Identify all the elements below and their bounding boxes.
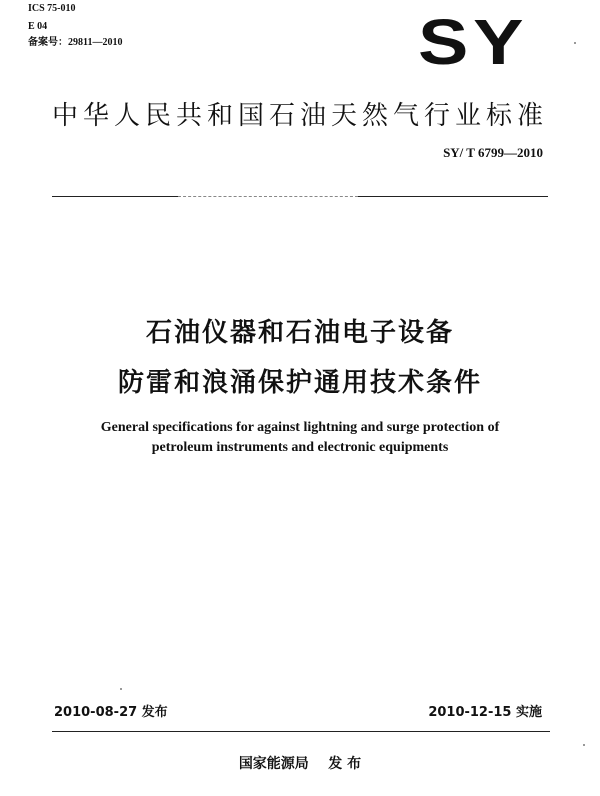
top-divider-right [358,196,548,197]
top-divider-left [52,196,178,197]
bottom-divider [52,731,550,732]
implementation-date: 2010-12-15 实施 [428,705,542,720]
scan-speck [120,688,122,690]
scan-speck [574,42,576,44]
chinese-title-line-1: 石油仪器和石油电子设备 [145,318,454,348]
ics-number: ICS 75-010 [28,3,76,14]
english-title-line-2: petroleum instruments and electronic equipments [151,440,449,455]
top-divider-middle [178,196,358,197]
standard-code: SY/ T 6799—2010 [443,145,543,160]
publisher: 国家能源局 发 布 [238,756,362,772]
release-date: 2010-08-27 发布 [54,705,168,720]
record-number: 备案号：29811—2010 [28,37,123,48]
classification-code: E 04 [28,21,48,32]
standard-category-title: 中华人民共和国石油天然气行业标准 [51,101,548,131]
scan-speck [583,744,585,746]
chinese-title-line-2: 防雷和浪涌保护通用技术条件 [117,368,482,398]
english-title-line-1: General specifications for against lightning and surge protection of [100,420,500,435]
sy-logo: SY [418,6,529,78]
